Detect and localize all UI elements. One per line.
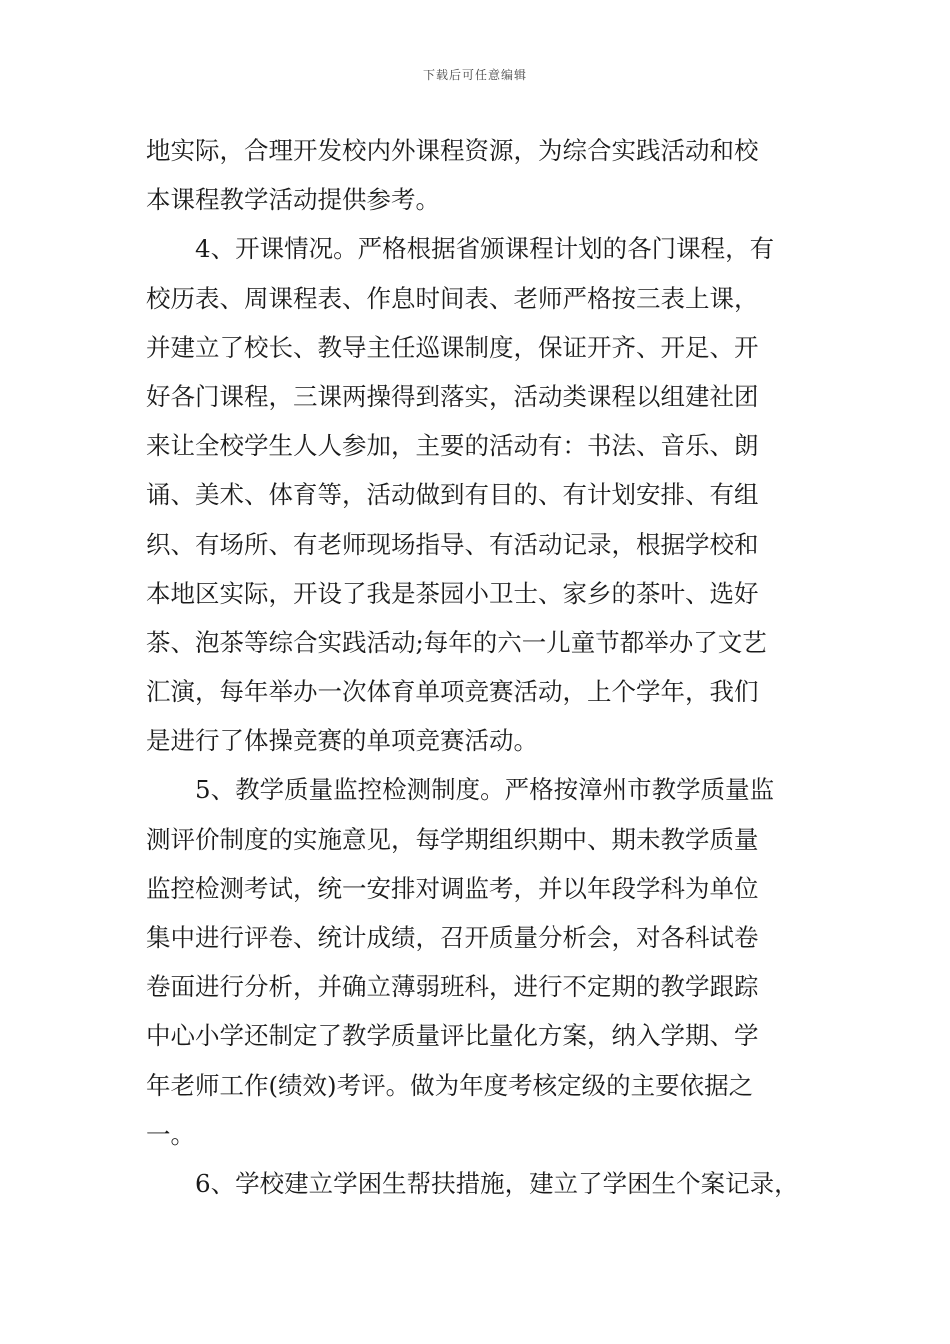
text-line: 好各门课程，三课两操得到落实，活动类课程以组建社团 (146, 381, 759, 411)
text-line: 卷面进行分析，并确立薄弱班科，进行不定期的教学跟踪 (146, 972, 759, 1002)
text-line: 织、有场所、有老师现场指导、有活动记录，根据学校和 (146, 529, 759, 559)
text-line: 测评价制度的实施意见，每学期组织期中、期未教学质量 (146, 824, 759, 854)
page-header: 下载后可任意编辑 (422, 68, 527, 82)
text-line: 本课程教学活动提供参考。 (146, 185, 440, 215)
text-line: 茶、泡茶等综合实践活动;每年的六一儿童节都举办了文艺 (146, 627, 767, 657)
text-line: 诵、美术、体育等，活动做到有目的、有计划安排、有组 (146, 480, 759, 510)
text-line: 是进行了体操竞赛的单项竞赛活动。 (146, 726, 538, 756)
text-line: 来让全校学生人人参加，主要的活动有：书法、音乐、朗 (146, 431, 759, 461)
text-line: 本地区实际，开设了我是茶园小卫士、家乡的茶叶、选好 (146, 578, 759, 608)
text-line: 地实际，合理开发校内外课程资源，为综合实践活动和校 (146, 136, 759, 165)
text-line: 4、开课情况。严格根据省颁课程计划的各门课程，有 (195, 234, 775, 264)
text-line: 年老师工作(绩效)考评。做为年度考核定级的主要依据之 (146, 1070, 754, 1100)
text-line: 中心小学还制定了教学质量评比量化方案，纳入学期、学 (146, 1021, 759, 1051)
text-line: 汇演，每年举办一次体育单项竞赛活动，上个学年，我们 (146, 677, 759, 707)
body-text (146, 126, 806, 1208)
text-line: 一。 (146, 1119, 195, 1149)
text-line: 校历表、周课程表、作息时间表、老师严格按三表上课， (146, 283, 759, 313)
text-line: 监控检测考试，统一安排对调监考，并以年段学科为单位 (146, 873, 759, 903)
text-line: 集中进行评卷、统计成绩，召开质量分析会，对各科试卷 (146, 923, 759, 952)
text-line: 5、教学质量监控检测制度。严格按漳州市教学质量监 (195, 775, 775, 805)
text-line: 6、学校建立学困生帮扶措施，建立了学困生个案记录， (195, 1168, 799, 1198)
text-line: 并建立了校长、教导主任巡课制度，保证开齐、开足、开 (146, 332, 759, 362)
